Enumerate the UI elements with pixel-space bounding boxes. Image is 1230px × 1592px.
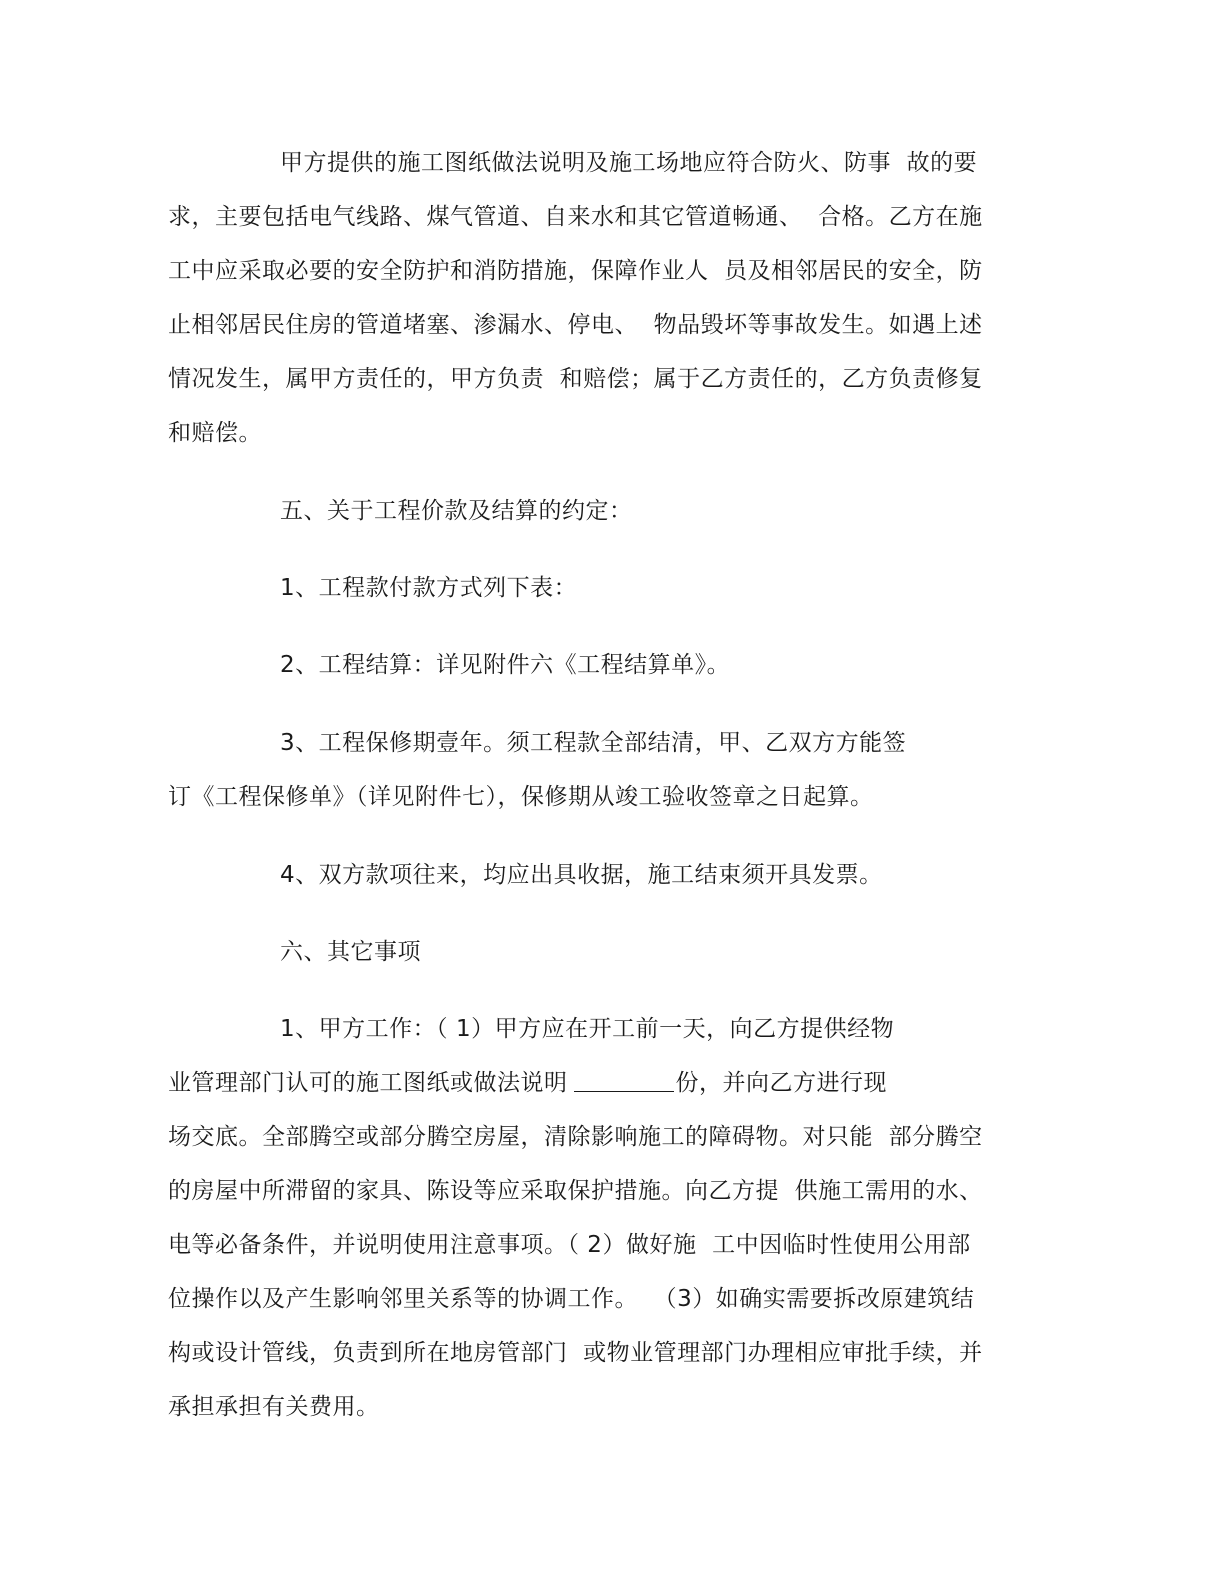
paragraph-line: 求，主要包括电气线路、煤气管道、自来水和其它管道畅通、 合格。乙方在施 — [168, 204, 983, 230]
paragraph-line: 甲方提供的施工图纸做法说明及施工场地应符合防火、防事 故的要 — [280, 150, 978, 176]
paragraph-line: 电等必备条件，并说明使用注意事项。（ 2）做好施 工中因临时性使用公用部 — [168, 1232, 971, 1258]
paragraph-line: 位操作以及产生影响邻里关系等的协调工作。 （3）如确实需要拆改原建筑结 — [168, 1286, 975, 1312]
paragraph-line: 和赔偿。 — [168, 420, 262, 446]
paragraph-line: 场交底。全部腾空或部分腾空房屋，清除影响施工的障碍物。对只能 部分腾空 — [168, 1124, 983, 1150]
paragraph-line: 止相邻居民住房的管道堵塞、渗漏水、停电、 物品毁坏等事故发生。如遇上述 — [168, 312, 983, 338]
section5-item1: 1、工程款付款方式列下表： — [280, 575, 578, 601]
section6-item1-line1: 1、甲方工作：（ 1）甲方应在开工前一天，向乙方提供经物 — [280, 1016, 895, 1042]
section5-item3-line2: 订《工程保修单》（详见附件七），保修期从竣工验收签章之日起算。 — [168, 784, 874, 810]
section6-item1-line2 — [168, 1068, 887, 1098]
paragraph-line: 构或设计管线，负责到所在地房管部门 或物业管理部门办理相应审批手续，并 — [168, 1340, 983, 1366]
section5-item3-line1: 3、工程保修期壹年。须工程款全部结清，甲、乙双方方能签 — [280, 730, 907, 756]
line-text-after-blank: 份，并向乙方进行现 — [675, 1070, 887, 1096]
paragraph-line: 承担承担有关费用。 — [168, 1394, 380, 1420]
line-text-before-blank: 业管理部门认可的施工图纸或做法说明 — [168, 1070, 568, 1096]
section5-item2: 2、工程结算：详见附件六《工程结算单》。 — [280, 652, 731, 678]
fill-in-blank — [574, 1069, 674, 1092]
paragraph-line: 的房屋中所滞留的家具、陈设等应采取保护措施。向乙方提 供施工需用的水、 — [168, 1178, 983, 1204]
paragraph-line: 情况发生，属甲方责任的，甲方负责 和赔偿；属于乙方责任的，乙方负责修复 — [168, 366, 983, 392]
section5-item4: 4、双方款项往来，均应出具收据，施工结束须开具发票。 — [280, 862, 883, 888]
section5-heading: 五、关于工程价款及结算的约定： — [280, 498, 633, 524]
section6-heading: 六、其它事项 — [280, 939, 421, 965]
paragraph-line: 工中应采取必要的安全防护和消防措施，保障作业人 员及相邻居民的安全，防 — [168, 258, 983, 284]
